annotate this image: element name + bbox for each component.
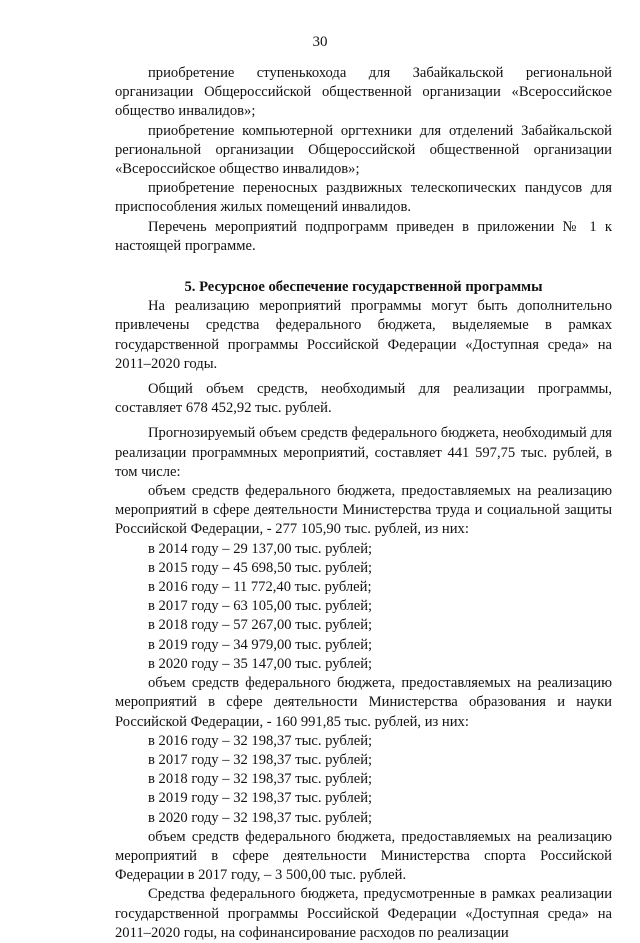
paragraph: объем средств федерального бюджета, предоставляемых на реализацию мероприятий в сфере деятельности Министерства спорта Российской Федерации в 2017 году, – 3 500,00 тыс. рублей. xyxy=(115,828,612,884)
list-item: в 2016 году – 32 198,37 тыс. рублей; xyxy=(148,732,373,749)
list-item: в 2017 году – 63 105,00 тыс. рублей; xyxy=(148,598,373,615)
paragraph: Средства федерального бюджета, предусмотренные в рамках реализации государственной программы Российской Федерации «Доступная среда» на 2011–2020 годы, на софинансирование расходов по реализации xyxy=(115,886,612,941)
list-item: в 2015 году – 45 698,50 тыс. рублей; xyxy=(148,559,373,576)
list-item: в 2018 году – 32 198,37 тыс. рублей; xyxy=(148,771,373,788)
paragraph: объем средств федерального бюджета, предоставляемых на реализацию мероприятий в сфере деятельности Министерства образования и науки Российской Федерации, - 160 991,85 тыс. рублей, из них: xyxy=(115,675,612,730)
list-item: в 2017 году – 32 198,37 тыс. рублей; xyxy=(148,751,373,768)
section-heading: 5. Ресурсное обеспечение государственной программы xyxy=(184,279,543,296)
list-item: в 2018 году – 57 267,00 тыс. рублей; xyxy=(148,617,373,634)
list-item: в 2020 году – 32 198,37 тыс. рублей; xyxy=(148,809,373,826)
list-item: в 2020 году – 35 147,00 тыс. рублей; xyxy=(148,655,373,672)
list-item: в 2019 году – 34 979,00 тыс. рублей; xyxy=(148,636,373,653)
paragraph: объем средств федерального бюджета, предоставляемых на реализацию мероприятий в сфере деятельности Министерства труда и социальной защиты Российской Федерации, - 277 105,90 тыс. рублей, из них: xyxy=(115,483,612,538)
paragraph: Перечень мероприятий подпрограмм приведен в приложении № 1 к настоящей программе. xyxy=(115,218,612,254)
document-body xyxy=(115,64,612,943)
page-number: 30 xyxy=(312,34,328,50)
list-item: в 2016 году – 11 772,40 тыс. рублей; xyxy=(148,579,372,596)
paragraph: Прогнозируемый объем средств федерального бюджета, необходимый для реализации программных мероприятий, составляет 441 597,75 тыс. рублей, в том числе: xyxy=(115,425,612,480)
paragraph: приобретение переносных раздвижных телескопических пандусов для приспособления жилых помещений инвалидов. xyxy=(115,180,612,216)
list-item: в 2014 году – 29 137,00 тыс. рублей; xyxy=(148,540,373,557)
paragraph: приобретение компьютерной оргтехники для отделений Забайкальской региональной организации Общероссийской общественной организации «Всероссийское общество инвалидов»; xyxy=(115,122,612,178)
list-item: в 2019 году – 32 198,37 тыс. рублей; xyxy=(148,790,373,807)
paragraph: приобретение ступенькохода для Забайкальской региональной организации Общероссийской общественной организации «Всероссийское общество инвалидов»; xyxy=(115,65,612,120)
paragraph: Общий объем средств, необходимый для реализации программы, составляет 678 452,92 тыс. рублей. xyxy=(115,381,612,417)
paragraph: На реализацию мероприятий программы могут быть дополнительно привлечены средства федерального бюджета, выделяемые в рамках государственной программы Российской Федерации «Доступная среда» на 2011–2020 годы. xyxy=(115,298,612,372)
